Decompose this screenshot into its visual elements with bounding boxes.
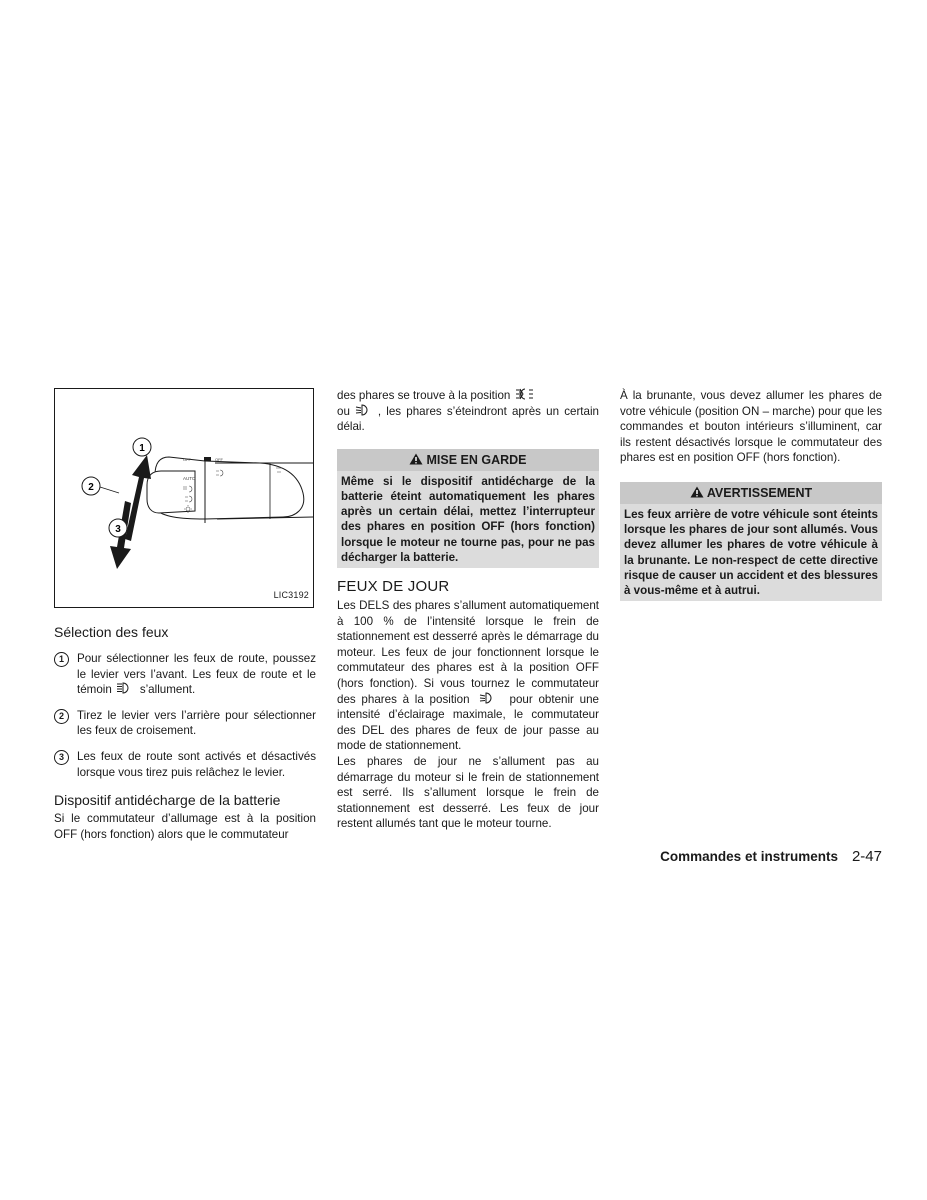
- footer-section-title: Commandes et instruments: [660, 849, 838, 864]
- item-1-text: Pour sélectionner les feux de route, poussez le levier vers l’avant. Les feux de route et le témoin: [77, 652, 316, 697]
- dusk-paragraph: À la brunante, vous devez allumer les phares de votre véhicule (position ON – marche) pour que les commandes et bouton intérieurs s’illuminent, car ils restent désactivés lorsque le commutateur des phares est en position OFF (hors fonction).: [620, 389, 882, 465]
- caution-header: [337, 449, 599, 471]
- callout-1: [133, 438, 151, 456]
- item-3-text: Les feux de route sont activés et désactivés lorsque vous tirez puis relâchez le levier.: [77, 749, 316, 779]
- high-beam-icon: [116, 682, 136, 694]
- warning-triangle-icon: [409, 453, 423, 465]
- column-2: [337, 388, 599, 832]
- warning-triangle-icon: [690, 486, 704, 498]
- column-1: [54, 388, 316, 842]
- caution-box: [337, 449, 599, 568]
- callout-2: [82, 477, 119, 495]
- drl-paragraph-1: Les DELS des phares s’allument automatiquement à 100 % de l’intensité lorsque le frein de stationnement est desserré après le démarrage du moteur. Les feux de jour fonctionnent lorsque le commutateur des phares est à la position OFF (hors fonction). Si vous tournez le commutateur des phares à la position pour obtenir une intensité d’éclairage maximale, le commutateur des DEL des phares de feux de jour passe au mode de stationnement.: [337, 599, 599, 753]
- headlight-icon: [478, 692, 498, 704]
- heading-light-selection: Sélection des feux: [54, 624, 169, 640]
- headlight-lever-figure: [54, 388, 314, 608]
- warning-title: AVERTISSEMENT: [706, 485, 813, 500]
- item-number-3: 3: [54, 750, 69, 765]
- parking-light-icon: [514, 388, 534, 400]
- warning-box: [620, 482, 882, 601]
- caution-text: Même si le dispositif antidécharge de la batterie éteint automatiquement les phares après un certain délai, mettez l’interrupteur des phares en position OFF (hors fonction) lorsque le moteur ne tourne pas, pour ne pas décharger la batterie.: [341, 474, 595, 564]
- callout-3: [109, 519, 127, 537]
- column-3: [620, 388, 882, 601]
- warning-text: Les feux arrière de votre véhicule sont éteints lorsque les phares de jour sont allumés. Vous devez allumer les phares de votre véhicule à la brunante. Le non-respect de cette directive risque de causer un accident et des blessures à vous-même et à autrui.: [624, 507, 878, 597]
- item-1-text-end: s’allument.: [139, 683, 196, 697]
- switch-off-label-2: OFF: [215, 457, 223, 462]
- warning-header: [620, 482, 882, 504]
- item-number-1: 1: [54, 652, 69, 667]
- item-2-text: Tirez le levier vers l’arrière pour sélectionner les feux de croisement.: [77, 708, 316, 738]
- headlight-icon: [354, 404, 374, 416]
- item-number-2: 2: [54, 709, 69, 724]
- page-footer: [660, 848, 882, 865]
- lever-illustration: [55, 389, 313, 607]
- switch-auto-label: AUTO: [183, 476, 196, 481]
- page-number: 2-47: [851, 848, 882, 865]
- list-item: [54, 749, 316, 780]
- caution-title: MISE EN GARDE: [426, 452, 527, 467]
- battery-saver-continued: des phares se trouve à la position ou , les phares s’éteindront après un certain délai.: [337, 389, 599, 434]
- heading-battery-saver: Dispositif antidécharge de la batterie: [54, 792, 281, 809]
- svg-text:1: 1: [139, 443, 145, 454]
- svg-text:2: 2: [88, 482, 94, 493]
- list-item: [54, 708, 316, 739]
- switch-off-label: OFF: [183, 457, 191, 462]
- list-item: [54, 651, 316, 698]
- svg-text:3: 3: [115, 524, 121, 535]
- battery-saver-text: Si le commutateur d’allumage est à la position OFF (hors fonction) alors que le commutateur: [54, 812, 316, 841]
- figure-label: LIC3192: [273, 590, 309, 601]
- heading-daytime-lights: FEUX DE JOUR: [337, 578, 450, 595]
- drl-paragraph-2: Les phares de jour ne s’allument pas au démarrage du moteur si le frein de stationnement est serré. Ils s’allument lorsque le frein de stationnement est desserré. Les feux de jour restent allumés tant que le moteur tourne.: [337, 754, 599, 831]
